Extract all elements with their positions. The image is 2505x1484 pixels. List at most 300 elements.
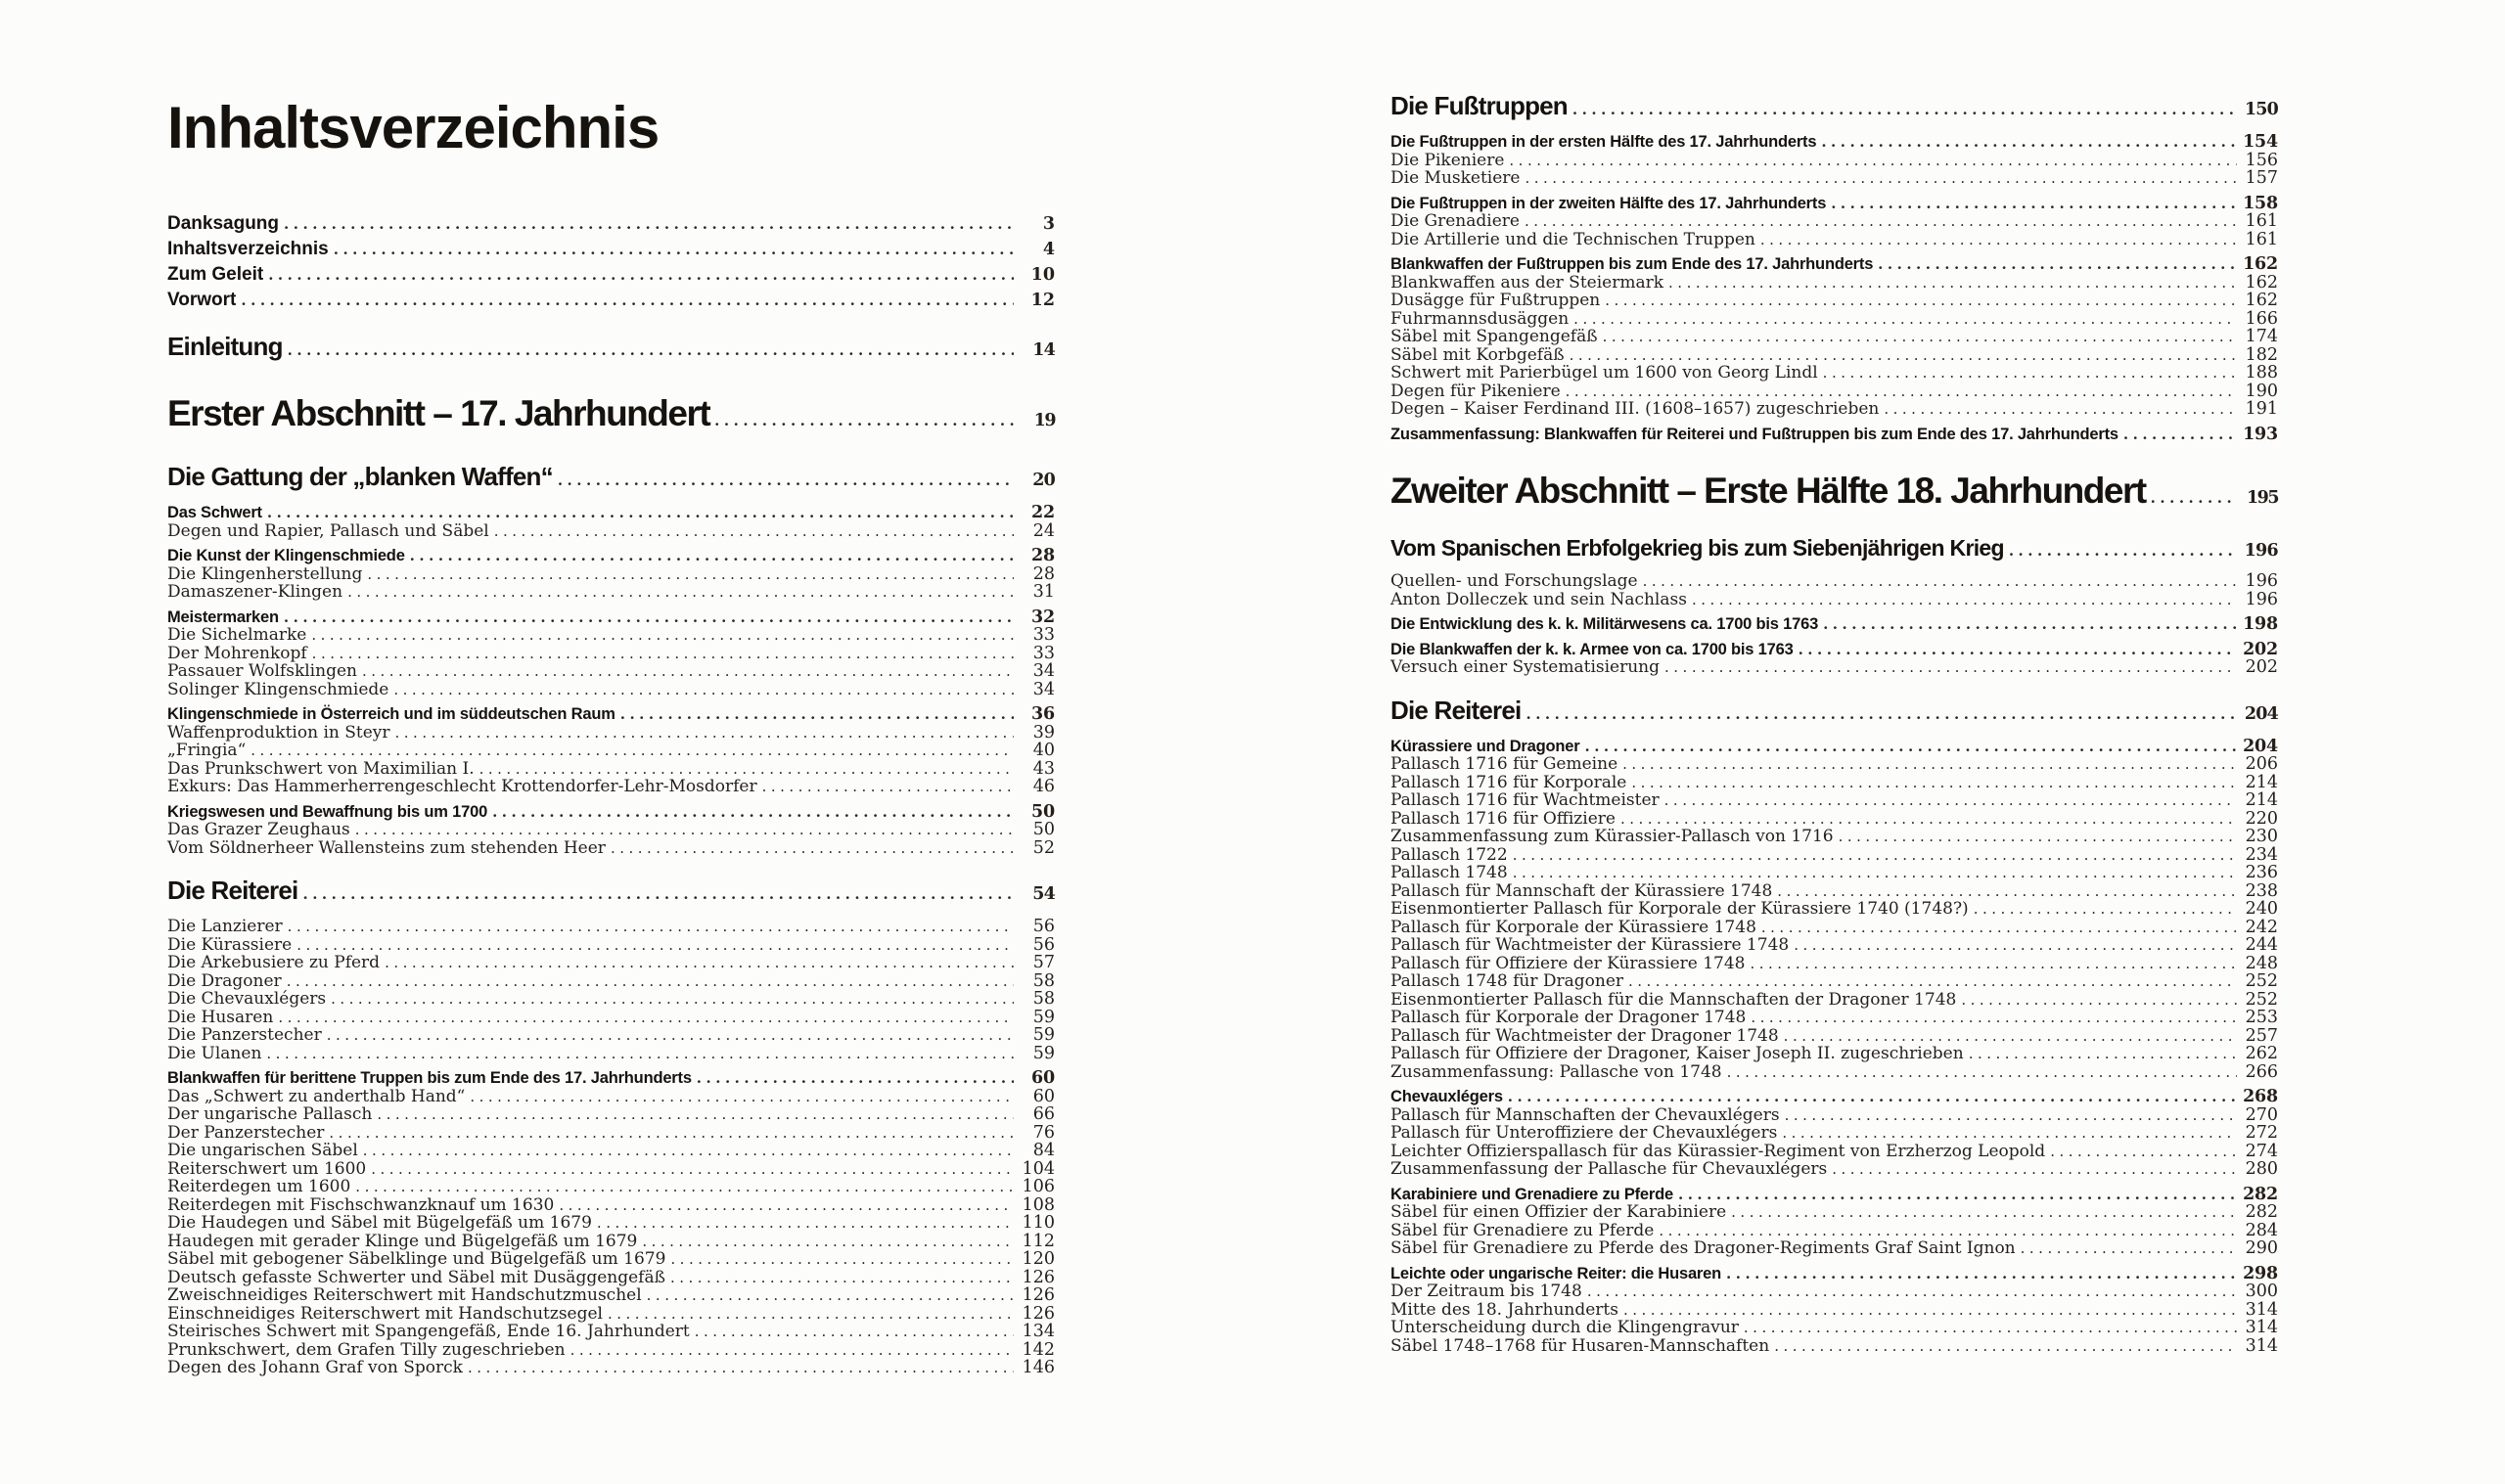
toc-entry-page: 54 (1032, 884, 1055, 904)
toc-section-heading (1390, 534, 2278, 564)
toc-entry (1390, 1203, 2278, 1222)
dot-leader (468, 1359, 1014, 1376)
toc-entry (1390, 1027, 2278, 1046)
toc-section-heading (1390, 641, 2278, 659)
toc-entry-label: Versuch einer Systematisierung (1390, 657, 1661, 677)
toc-entry (167, 760, 1055, 779)
toc-section-heading (1390, 695, 2278, 730)
toc-entry-label: Schwert mit Parierbügel um 1600 von Georg Lindl (1390, 363, 1818, 382)
toc-entry (1390, 828, 2278, 846)
toc-entry-label: Fuhrmannsdusäggen (1390, 308, 1570, 329)
toc-section-heading (167, 608, 1055, 627)
toc-entry-label: Waffenproduktion in Steyr (167, 722, 390, 742)
toc-entry-page: 34 (1032, 679, 1055, 699)
dot-leader (312, 645, 1014, 662)
toc-entry (1390, 572, 2278, 591)
toc-entry-page: 244 (2245, 935, 2278, 955)
dot-leader (1513, 864, 2237, 881)
dot-leader (1526, 698, 2237, 730)
toc-entry-label: Degen für Pikeniere (1390, 381, 1561, 401)
toc-section-heading (1390, 426, 2278, 444)
toc-entry-label: Zweiter Abschnitt – Erste Hälfte 18. Jahrhundert (1390, 471, 2146, 511)
toc-entry-label: Exkurs: Das Hammerherrengeschlecht Krottendorfer-Lehr-Mosdorfer (167, 777, 757, 796)
toc-entry-page: 19 (1033, 411, 1055, 430)
toc-entry-page: 196 (2245, 589, 2278, 609)
toc-entry (1390, 810, 2278, 829)
dot-leader (385, 954, 1014, 971)
toc-entry-page: 59 (1032, 1007, 1055, 1027)
dot-leader (1566, 382, 2237, 400)
toc-entry-label: Zusammenfassung zum Kürassier-Pallasch von 1716 (1390, 827, 1834, 846)
toc-entry-page: 66 (1032, 1104, 1055, 1124)
toc-entry-label: Passauer Wolfsklingen (167, 661, 357, 681)
toc-entry-page: 134 (1022, 1322, 1055, 1341)
dot-leader (1628, 972, 2237, 990)
toc-entry-label: Zum Geleit (167, 264, 264, 285)
toc-entry-label: Danksagung (167, 213, 280, 234)
toc-entry-label: Kriegswesen und Bewaffnung bis um 1700 (167, 802, 488, 821)
toc-entry-page: 28 (1031, 546, 1055, 565)
toc-entry (167, 742, 1055, 760)
toc-entry-label: Blankwaffen für berittene Truppen bis zum Ende des 17. Jahrhunderts (167, 1069, 692, 1087)
toc-entry (167, 972, 1055, 991)
dot-leader (1760, 231, 2237, 248)
toc-entry-label: Die Pikeniere (1390, 150, 1505, 170)
toc-entry (1390, 152, 2278, 170)
toc-entry-label: Meistermarken (167, 607, 279, 626)
toc-entry (167, 990, 1055, 1009)
toc-entry (1390, 328, 2278, 346)
toc-entry (167, 645, 1055, 663)
toc-entry (1390, 212, 2278, 231)
toc-entry-page: 214 (2245, 772, 2278, 792)
toc-entry-page: 46 (1032, 777, 1055, 796)
dot-leader (377, 1105, 1014, 1123)
toc-entry-page: 240 (2245, 899, 2278, 919)
toc-entry-label: Die Fußtruppen (1390, 91, 1568, 120)
toc-entry-label: Die Chevauxlégers (167, 989, 327, 1009)
toc-entry-page: 142 (1022, 1339, 1055, 1360)
toc-entry-label: Prunkschwert, dem Grafen Tilly zugeschrieben (167, 1339, 566, 1360)
toc-entry-label: Die Musketiere (1390, 168, 1521, 188)
toc-entry-label: Pallasch für Mannschaften der Chevauxlégers (1390, 1104, 1780, 1125)
dot-leader (620, 705, 1014, 723)
dot-leader (363, 1142, 1014, 1159)
toc-entry-label: Die Sichelmarke (167, 625, 307, 645)
dot-leader (762, 778, 1014, 795)
toc-entry-label: Säbel für einen Offizier der Karabiniere (1390, 1202, 1727, 1222)
toc-entry (167, 681, 1055, 699)
toc-section-heading (167, 803, 1055, 822)
dot-leader (597, 1214, 1014, 1232)
toc-entry-page: 4 (1042, 240, 1055, 259)
toc-list-right (1390, 90, 2278, 1355)
toc-entry (1390, 1337, 2278, 1356)
toc-entry-label: Mitte des 18. Jahrhunderts (1390, 1299, 1618, 1320)
toc-entry (167, 626, 1055, 645)
toc-entry-page: 272 (2245, 1123, 2278, 1143)
dot-leader (1526, 169, 2238, 187)
dot-leader (334, 238, 1014, 262)
toc-entry-label: Die Entwicklung des k. k. Militärwesens ca. 1700 bis 1763 (1390, 615, 1819, 633)
toc-entry-page: 158 (2243, 193, 2278, 213)
toc-entry-label: Die Husaren (167, 1007, 274, 1027)
dot-leader (327, 1026, 1014, 1044)
toc-section-heading (167, 875, 1055, 910)
dot-leader (559, 1196, 1014, 1214)
toc-entry-page: 252 (2245, 971, 2278, 991)
dot-leader (1969, 1045, 2237, 1062)
toc-entry-page: 126 (1022, 1303, 1055, 1324)
toc-entry (1390, 274, 2278, 292)
toc-entry-page: 268 (2243, 1087, 2278, 1106)
toc-section-heading (167, 547, 1055, 565)
toc-entry (167, 1178, 1055, 1196)
toc-entry-page: 110 (1022, 1213, 1055, 1233)
dot-leader (1659, 1222, 2237, 1239)
toc-entry-label: Einschneidiges Reiterschwert mit Handschutzsegel (167, 1303, 603, 1324)
toc-entry-page: 204 (2244, 703, 2278, 724)
dot-leader (1784, 1027, 2237, 1045)
toc-entry-page: 242 (2245, 917, 2278, 937)
dot-leader (1777, 882, 2237, 900)
toc-entry (167, 262, 1055, 288)
dot-leader (1692, 591, 2237, 608)
dot-leader (1974, 900, 2237, 918)
toc-entry (1390, 936, 2278, 955)
toc-entry-page: 191 (2245, 399, 2278, 419)
toc-entry-label: „Fringia“ (167, 741, 247, 760)
toc-entry-page: 106 (1022, 1177, 1055, 1196)
toc-entry (1390, 591, 2278, 609)
toc-entry (1390, 346, 2278, 365)
toc-entry-label: Das Prunkschwert von Maximilian I. (167, 758, 475, 779)
toc-entry (167, 1160, 1055, 1179)
dot-leader (1513, 846, 2237, 864)
toc-entry-page: 14 (1032, 340, 1055, 360)
dot-leader (1573, 310, 2237, 328)
dot-leader (470, 1088, 1014, 1105)
toc-entry-label: Die Grenadiere (1390, 211, 1520, 231)
toc-section-heading (1390, 1265, 2278, 1283)
toc-entry (167, 1105, 1055, 1124)
dot-leader (570, 1341, 1014, 1359)
dot-leader (1643, 572, 2237, 590)
toc-section-heading (1390, 469, 2278, 520)
toc-entry-label: Pallasch 1716 für Gemeine (1390, 754, 1618, 774)
toc-entry-page: 234 (2245, 844, 2278, 865)
toc-entry-label: Zusammenfassung der Pallasche für Chevauxlégers (1390, 1159, 1828, 1179)
toc-entry-label: Vom Spanischen Erbfolgekrieg bis zum Siebenjährigen Krieg (1390, 535, 2004, 561)
toc-entry-label: Säbel 1748–1768 für Husaren-Mannschaften (1390, 1335, 1770, 1356)
dot-leader (608, 1305, 1014, 1323)
toc-entry (167, 237, 1055, 262)
dot-leader (1751, 955, 2238, 972)
toc-entry-label: Leichte oder ungarische Reiter: die Husaren (1390, 1264, 1721, 1282)
toc-entry (167, 1233, 1055, 1251)
toc-section-heading (1390, 1186, 2278, 1204)
toc-entry-page: 253 (2245, 1008, 2278, 1027)
toc-entry-label: Die Reiterei (1390, 695, 1522, 725)
toc-entry-label: Reiterdegen um 1600 (167, 1177, 351, 1196)
toc-entry (1390, 919, 2278, 937)
dot-leader (362, 662, 1014, 680)
toc-entry-label: Säbel für Grenadiere zu Pferde (1390, 1220, 1655, 1240)
toc-entry-page: 252 (2245, 989, 2278, 1010)
dot-leader (1664, 658, 2237, 676)
toc-entry-label: Blankwaffen der Fußtruppen bis zum Ende des 17. Jahrhunderts (1390, 255, 1874, 273)
dot-leader (1668, 274, 2237, 292)
toc-entry (1390, 310, 2278, 329)
toc-entry-label: Steirisches Schwert mit Spangengefäß, Ende 16. Jahrhundert (167, 1322, 690, 1341)
dot-leader (494, 522, 1014, 540)
dot-leader (479, 760, 1014, 778)
toc-entry-label: Die Kürassiere (167, 934, 293, 955)
toc-entry (1390, 1063, 2278, 1082)
toc-entry-page: 195 (2246, 488, 2278, 508)
toc-entry-label: Pallasch 1748 (1390, 863, 1508, 882)
toc-entry-label: Die ungarischen Säbel (167, 1141, 358, 1160)
toc-entry-label: Eisenmontierter Pallasch für die Mannschaften der Dragoner 1748 (1390, 989, 1957, 1010)
dot-leader (1631, 774, 2237, 791)
toc-entry (1390, 755, 2278, 774)
toc-entry-page: 206 (2245, 754, 2278, 774)
dot-leader (611, 839, 1014, 857)
toc-entry-page: 282 (2245, 1202, 2278, 1222)
toc-entry (1390, 1319, 2278, 1337)
dot-leader (287, 972, 1014, 990)
toc-entry-page: 162 (2245, 272, 2278, 292)
toc-entry (1390, 1282, 2278, 1301)
dot-leader (266, 1045, 1014, 1062)
toc-entry-page: 190 (2245, 381, 2278, 401)
dot-leader (267, 504, 1014, 521)
toc-entry-label: Der Panzerstecher (167, 1122, 325, 1143)
toc-entry-page: 52 (1032, 837, 1055, 858)
toc-entry-page: 50 (1032, 820, 1055, 839)
toc-entry-label: Solinger Klingenschmiede (167, 679, 389, 699)
toc-entry-label: Dusägge für Fußtruppen (1390, 291, 1601, 310)
toc-entry (167, 522, 1055, 541)
toc-entry-page: 76 (1032, 1122, 1055, 1143)
toc-section-heading (167, 391, 1055, 443)
toc-entry-page: 146 (1022, 1358, 1055, 1377)
toc-section-heading (1390, 133, 2278, 152)
toc-entry-label: Klingenschmiede in Österreich und im süddeutschen Raum (167, 705, 615, 723)
dot-leader (1878, 255, 2237, 273)
toc-entry (1390, 1160, 2278, 1179)
toc-entry-label: Inhaltsverzeichnis (167, 239, 329, 259)
dot-leader (1508, 1088, 2237, 1105)
dot-leader (1605, 292, 2237, 309)
toc-entry-page: 282 (2243, 1184, 2278, 1204)
toc-entry-page: 28 (1032, 563, 1055, 584)
toc-entry-label: Pallasch für Offiziere der Dragoner, Kaiser Joseph II. zugeschrieben (1390, 1044, 1964, 1063)
dot-leader (1831, 195, 2237, 212)
dot-leader (311, 626, 1014, 644)
toc-entry-page: 32 (1031, 607, 1055, 627)
toc-entry-page: 238 (2245, 880, 2278, 901)
toc-section-heading (167, 504, 1055, 522)
toc-entry-page: 10 (1030, 265, 1055, 285)
toc-entry-page: 230 (2245, 827, 2278, 846)
toc-entry-page: 84 (1032, 1141, 1055, 1160)
dot-leader (278, 1009, 1014, 1026)
dot-leader (2123, 426, 2237, 443)
toc-entry-page: 182 (2245, 344, 2278, 365)
toc-entry-page: 236 (2245, 863, 2278, 882)
toc-entry (1390, 1239, 2278, 1258)
toc-entry-label: Der Zeitraum bis 1748 (1390, 1282, 1582, 1301)
toc-entry-label: Säbel für Grenadiere zu Pferde des Dragoner-Regiments Graf Saint Ignon (1390, 1238, 2016, 1258)
dot-leader (288, 335, 1014, 366)
toc-entry-label: Kürassiere und Dragoner (1390, 737, 1580, 755)
toc-entry (1390, 292, 2278, 310)
dot-leader (367, 565, 1014, 583)
dot-leader (1726, 1265, 2237, 1282)
toc-entry-label: Unterscheidung durch die Klingengravur (1390, 1318, 1739, 1337)
toc-entry-page: 248 (2245, 953, 2278, 973)
toc-entry (167, 662, 1055, 681)
dot-leader (670, 1250, 1014, 1268)
toc-entry-label: Degen des Johann Graf von Sporck (167, 1358, 463, 1377)
toc-entry (167, 778, 1055, 796)
toc-entry-label: Der ungarische Pallasch (167, 1104, 373, 1124)
toc-entry (1390, 231, 2278, 249)
toc-entry (1390, 882, 2278, 901)
toc-entry (1390, 400, 2278, 419)
toc-entry (167, 1009, 1055, 1027)
toc-entry-label: Pallasch für Wachtmeister der Dragoner 1748 (1390, 1025, 1779, 1046)
dot-leader (250, 742, 1014, 759)
toc-entry-label: Die Artillerie und die Technischen Truppen (1390, 229, 1755, 249)
dot-leader (1774, 1337, 2237, 1355)
dot-leader (355, 821, 1014, 838)
toc-section-heading (1390, 255, 2278, 274)
toc-entry-label: Reiterdegen mit Fischschwanzknauf um 1630 (167, 1194, 555, 1215)
toc-entry-page: 154 (2243, 132, 2278, 152)
toc-entry-label: Pallasch 1748 für Dragoner (1390, 971, 1623, 991)
toc-entry-label: Erster Abschnitt – 17. Jahrhundert (167, 393, 710, 433)
toc-entry (167, 1124, 1055, 1143)
toc-entry-label: Das „Schwert zu anderthalb Hand“ (167, 1086, 466, 1106)
dot-leader (393, 681, 1014, 698)
toc-entry-page: 40 (1032, 741, 1055, 760)
toc-entry-label: Die Ulanen (167, 1043, 262, 1063)
dot-leader (2021, 1239, 2237, 1257)
dot-leader (714, 398, 1014, 443)
toc-entry-label: Die Fußtruppen in der ersten Hälfte des 17. Jahrhunderts (1390, 133, 1817, 151)
toc-entry (1390, 1143, 2278, 1161)
toc-entry-label: Pallasch 1716 für Wachtmeister (1390, 790, 1660, 810)
dot-leader (1761, 919, 2237, 936)
dot-leader (1823, 615, 2237, 633)
toc-entry-page: 298 (2243, 1263, 2278, 1283)
toc-entry (167, 1341, 1055, 1360)
toc-entry-page: 193 (2243, 424, 2278, 444)
toc-entry-page: 120 (1022, 1249, 1055, 1269)
dot-leader (1884, 400, 2237, 418)
dot-leader (331, 990, 1014, 1008)
toc-entry-page: 126 (1022, 1285, 1055, 1305)
toc-entry (167, 1088, 1055, 1106)
toc-section-heading (1390, 195, 2278, 213)
toc-entry-label: Der Mohrenkopf (167, 643, 307, 663)
dot-leader (1664, 791, 2237, 809)
toc-entry-label: Pallasch 1716 für Offiziere (1390, 808, 1616, 829)
toc-entry-label: Die Dragoner (167, 970, 282, 991)
toc-entry-label: Säbel mit Korbgefäß (1390, 344, 1565, 365)
toc-entry-page: 22 (1031, 503, 1055, 522)
toc-entry-page: 34 (1032, 661, 1055, 681)
dot-leader (1620, 810, 2237, 828)
dot-leader (410, 547, 1014, 564)
toc-entry-page: 284 (2245, 1220, 2278, 1240)
toc-entry-label: Pallasch für Mannschaft der Kürassiere 1748 (1390, 880, 1773, 901)
toc-entry-page: 162 (2245, 291, 2278, 310)
toc-entry-label: Vom Söldnerheer Wallensteins zum stehenden Heer (167, 837, 606, 858)
toc-entry-page: 12 (1030, 291, 1055, 310)
dot-leader (355, 1178, 1014, 1195)
dot-leader (284, 608, 1014, 626)
toc-entry-page: 43 (1032, 758, 1055, 779)
toc-entry (167, 839, 1055, 858)
toc-entry (167, 918, 1055, 936)
dot-leader (1587, 1282, 2237, 1300)
toc-entry-label: Deutsch gefasste Schwerter und Säbel mit Dusäggengefäß (167, 1267, 665, 1287)
dot-leader (1623, 1301, 2237, 1319)
toc-section-heading (1390, 615, 2278, 634)
toc-section-heading (167, 461, 1055, 496)
dot-leader (296, 936, 1014, 954)
toc-entry-page: 300 (2245, 1282, 2278, 1301)
toc-entry (1390, 1301, 2278, 1320)
toc-list-left (167, 211, 1055, 1377)
dot-leader (395, 724, 1014, 742)
toc-entry-page: 31 (1032, 582, 1055, 602)
toc-entry-label: Die Panzerstecher (167, 1025, 322, 1045)
toc-entry-page: 150 (2244, 100, 2278, 119)
toc-entry-page: 220 (2245, 808, 2278, 829)
toc-entry-label: Vorwort (167, 290, 237, 310)
dot-leader (1603, 328, 2237, 345)
toc-entry-page: 202 (2243, 639, 2278, 659)
toc-entry (167, 1142, 1055, 1160)
toc-entry-label: Säbel mit gebogener Säbelklinge und Bügelgefäß um 1679 (167, 1249, 666, 1269)
toc-entry (1390, 791, 2278, 810)
dot-leader (268, 263, 1014, 288)
toc-entry-label: Säbel mit Spangengefäß (1390, 327, 1598, 346)
dot-leader (1731, 1203, 2237, 1221)
toc-entry-page: 126 (1022, 1267, 1055, 1287)
toc-entry (167, 565, 1055, 584)
toc-entry (1390, 1124, 2278, 1143)
toc-entry-label: Die Arkebusiere zu Pferd (167, 953, 381, 972)
toc-entry-page: 196 (2244, 541, 2278, 561)
toc-entry-label: Reiterschwert um 1600 (167, 1158, 367, 1179)
toc-entry-page: 156 (2245, 150, 2278, 170)
toc-entry-label: Degen und Rapier, Pallasch und Säbel (167, 520, 489, 541)
toc-entry-page: 274 (2245, 1141, 2278, 1161)
toc-entry (1390, 658, 2278, 677)
toc-entry-page: 20 (1032, 471, 1055, 490)
toc-entry-label: Die Gattung der „blanken Waffen“ (167, 462, 553, 491)
toc-entry-label: Pallasch für Korporale der Dragoner 1748 (1390, 1008, 1747, 1027)
toc-entry-page: 314 (2245, 1299, 2278, 1320)
toc-entry (167, 936, 1055, 955)
toc-entry (1390, 900, 2278, 919)
toc-entry (1390, 972, 2278, 991)
